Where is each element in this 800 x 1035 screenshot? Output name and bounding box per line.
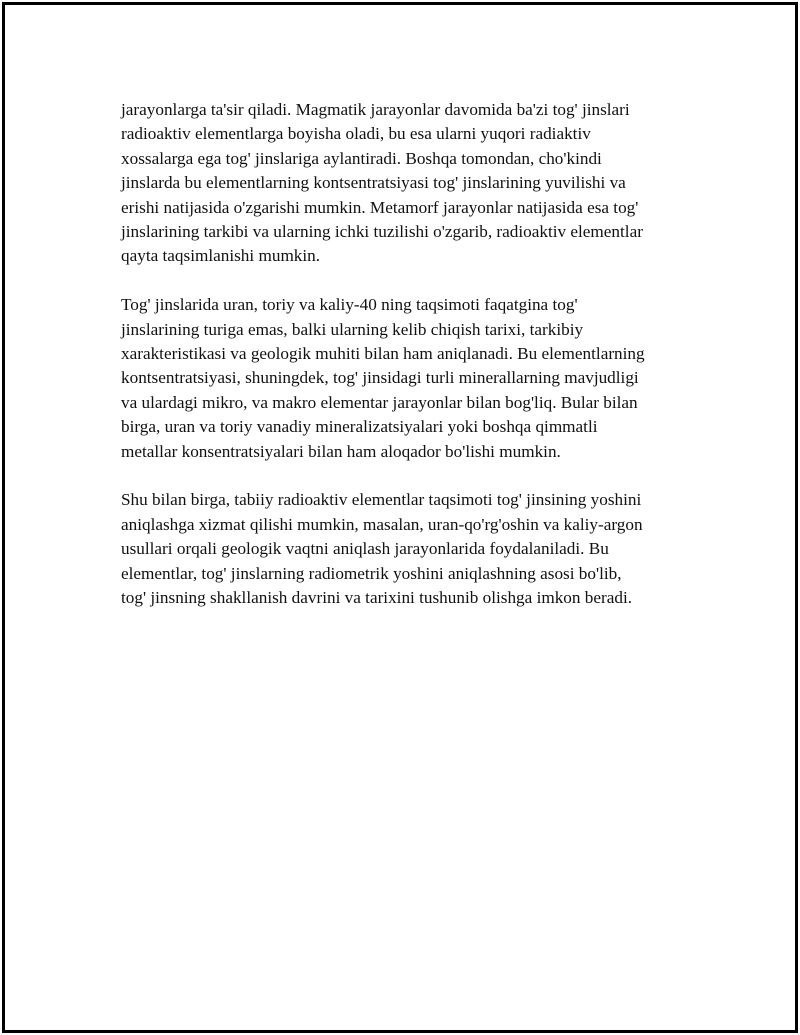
text-line: tog' jinsning shakllanish davrini va tarixini tushunib olishga imkon beradi. [121, 588, 633, 608]
text-line: qayta taqsimlanishi mumkin. [121, 246, 321, 266]
paragraph-3 [121, 488, 691, 610]
text-line: birga, uran va toriy vanadiy mineralizatsiyalari yoki boshqa qimmatli [121, 417, 598, 437]
text-line: jinslarining tarkibi va ularning ichki tuzilishi o'zgarib, radioaktiv elementlar [121, 222, 643, 242]
text-line: erishi natijasida o'zgarishi mumkin. Metamorf jarayonlar natijasida esa tog' [121, 197, 639, 217]
text-line: elementlar, tog' jinslarning radiometrik yoshini aniqlashning asosi bo'lib, [121, 563, 622, 583]
text-line: Shu bilan birga, tabiiy radioaktiv elementlar taqsimoti tog' jinsining yoshini [121, 490, 642, 510]
text-line: usullari orqali geologik vaqtni aniqlash jarayonlarida foydalaniladi. Bu [121, 539, 609, 559]
text-line: metallar konsentratsiyalari bilan ham aloqador bo'lishi mumkin. [121, 441, 561, 461]
text-line: kontsentratsiyasi, shuningdek, tog' jinsidagi turli minerallarning mavjudligi [121, 368, 639, 388]
text-line: jinslarda bu elementlarning kontsentratsiyasi tog' jinslarining yuvilishi va [121, 173, 626, 193]
document-body [121, 98, 691, 635]
text-line: Tog' jinslarida uran, toriy va kaliy-40 ning taqsimoti faqatgina tog' [121, 295, 578, 315]
text-line: xossalarga ega tog' jinslariga aylantiradi. Boshqa tomondan, cho'kindi [121, 148, 602, 168]
text-line: jarayonlarga ta'sir qiladi. Magmatik jarayonlar davomida ba'zi tog' jinslari [121, 100, 630, 119]
text-line: va ulardagi mikro, va makro elementar jarayonlar bilan bog'liq. Bular bilan [121, 392, 638, 412]
paragraph-2 [121, 293, 691, 464]
text-line: jinslarining turiga emas, balki ularning kelib chiqish tarixi, tarkibiy [121, 319, 584, 339]
text-line: aniqlashga xizmat qilishi mumkin, masalan, uran-qo'rg'oshin va kaliy-argon [121, 514, 643, 534]
text-line: radioaktiv elementlarga boyisha oladi, bu esa ularni yuqori radiaktiv [121, 124, 591, 144]
document-page [2, 2, 798, 1033]
paragraph-1 [121, 98, 691, 269]
text-line: xarakteristikasi va geologik muhiti bilan ham aniqlanadi. Bu elementlarning [121, 344, 645, 364]
